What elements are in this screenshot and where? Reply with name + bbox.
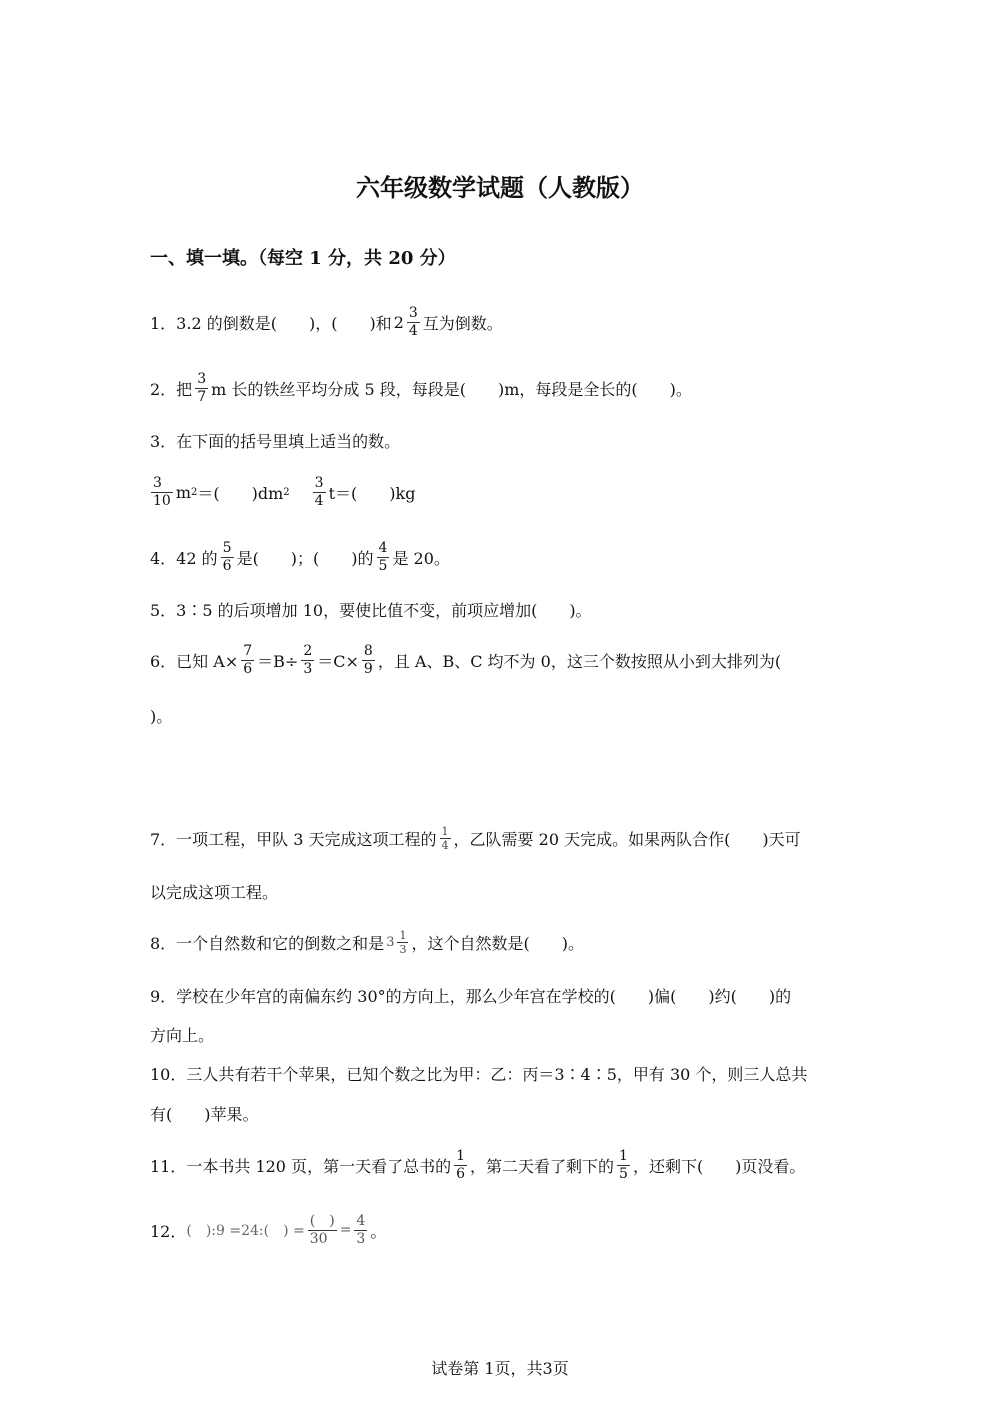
question-3 xyxy=(150,420,400,460)
q8-text-b: ，这个自然数是( )。 xyxy=(411,933,584,953)
q3-fraction-2: $\frac{3}{4}$ xyxy=(314,474,324,509)
q9-text-b: 方向上。 xyxy=(150,1025,215,1045)
q4-fraction-1: $\frac{5}{6}$ xyxy=(222,539,232,574)
q12-text-d: 。 xyxy=(370,1221,387,1241)
q12-text-a: 12． xyxy=(150,1221,187,1241)
q9-text-a: 9．学校在少年宫的南偏东约 30°的方向上，那么少年宫在学校的( )偏( )约( )的 xyxy=(150,986,792,1006)
q12-equals: = xyxy=(339,1222,352,1238)
q2-text-a: 2．把 xyxy=(150,379,193,399)
question-6-cont xyxy=(150,695,172,735)
q8-whole: 3 xyxy=(386,934,395,950)
question-1 xyxy=(150,302,503,342)
q5-text: 5．3∶5 的后项增加 10，要使比值不变，前项应增加( )。 xyxy=(150,600,592,620)
section-heading: 一、填一填。（每空 1 分，共 20 分） xyxy=(150,248,456,269)
q3-text: 3．在下面的括号里填上适当的数。 xyxy=(150,431,401,451)
q3-sup-1: 2 xyxy=(191,486,198,498)
q2-fraction: $\frac{3}{7}$ xyxy=(197,370,207,405)
q7-text-a: 7．一项工程，甲队 3 天完成这项工程的 xyxy=(150,829,437,849)
q3-blank-kg: t＝( )kg xyxy=(328,483,416,503)
q1-text-a: 1．3.2 的倒数是( )，( )和 xyxy=(150,313,392,333)
q6-text-e: )。 xyxy=(150,706,173,726)
q8-fraction: $\frac{1}{3}$ xyxy=(399,928,407,956)
q11-text-c: ，还剩下( )页没看。 xyxy=(632,1156,806,1176)
q6-text-b: ＝B÷ xyxy=(257,651,299,671)
question-9-cont xyxy=(150,1014,214,1054)
q3-fraction-1: $\frac{3}{10}$ xyxy=(153,474,171,509)
q8-text-a: 8．一个自然数和它的倒数之和是 xyxy=(150,933,385,953)
q7-fraction: $\frac{1}{4}$ xyxy=(441,824,449,852)
question-5 xyxy=(150,589,592,629)
q2-text-b: m 长的铁丝平均分成 5 段，每段是( )m，每段是全长的( )。 xyxy=(211,379,692,399)
q1-fraction: $\frac{3}{4}$ xyxy=(408,304,418,339)
q6-fraction-2: $\frac{2}{3}$ xyxy=(303,642,313,677)
question-7-cont xyxy=(150,871,278,911)
question-9 xyxy=(150,975,791,1015)
q11-text-b: ，第二天看了剩下的 xyxy=(470,1156,615,1176)
q4-text-c: 是 20。 xyxy=(392,548,450,568)
q6-text-c: ＝C× xyxy=(317,651,359,671)
question-12 xyxy=(150,1210,386,1250)
q3-blank-dm: ＝( )dm xyxy=(197,483,284,503)
q7-text-c: 以完成这项工程。 xyxy=(150,882,279,902)
question-6 xyxy=(150,640,781,680)
q6-fraction-1: $\frac{7}{6}$ xyxy=(243,642,253,677)
question-10-cont xyxy=(150,1093,259,1133)
q4-text-a: 4．42 的 xyxy=(150,548,218,568)
question-11 xyxy=(150,1145,805,1185)
question-10 xyxy=(150,1053,807,1093)
question-4 xyxy=(150,537,450,577)
question-2 xyxy=(150,368,692,408)
q7-text-b: ，乙队需要 20 天完成。如果两队合作( )天可 xyxy=(453,829,801,849)
q11-fraction-2: $\frac{1}{5}$ xyxy=(619,1147,628,1182)
question-7 xyxy=(150,818,801,858)
q6-fraction-3: $\frac{8}{9}$ xyxy=(363,642,373,677)
question-3-items xyxy=(148,472,415,512)
question-8 xyxy=(150,922,584,962)
q6-text-d: ，且 A、B、C 均不为 0，这三个数按照从小到大排列为( xyxy=(377,651,782,671)
q1-whole: 2 xyxy=(393,312,404,332)
q12-fraction-2: $\frac{4}{3}$ xyxy=(356,1212,366,1247)
q3-sup-2: 2 xyxy=(283,486,290,498)
page-title: 六年级数学试题（人教版） xyxy=(356,173,644,202)
q12-fraction-1: $\frac{( )}{30}$ xyxy=(309,1212,335,1247)
q10-text-a: 10．三人共有若干个苹果，已知个数之比为甲：乙：丙＝3∶4∶5，甲有 30 个，则三人总共 xyxy=(150,1064,808,1084)
q11-fraction-1: $\frac{1}{6}$ xyxy=(456,1147,465,1182)
q6-text-a: 6．已知 A× xyxy=(150,651,239,671)
q4-fraction-2: $\frac{4}{5}$ xyxy=(378,539,388,574)
q12-ratio-expression: ( ):9 =24:( ) = xyxy=(186,1223,305,1239)
q10-text-b: 有( )苹果。 xyxy=(150,1104,259,1124)
q3-unit-m: m xyxy=(175,482,191,502)
q4-text-b: 是( )；( )的 xyxy=(236,548,374,568)
q11-text-a: 11．一本书共 120 页，第一天看了总书的 xyxy=(150,1156,452,1176)
q1-text-b: 互为倒数。 xyxy=(422,313,503,333)
page-footer: 试卷第 1页，共3页 xyxy=(431,1359,569,1378)
